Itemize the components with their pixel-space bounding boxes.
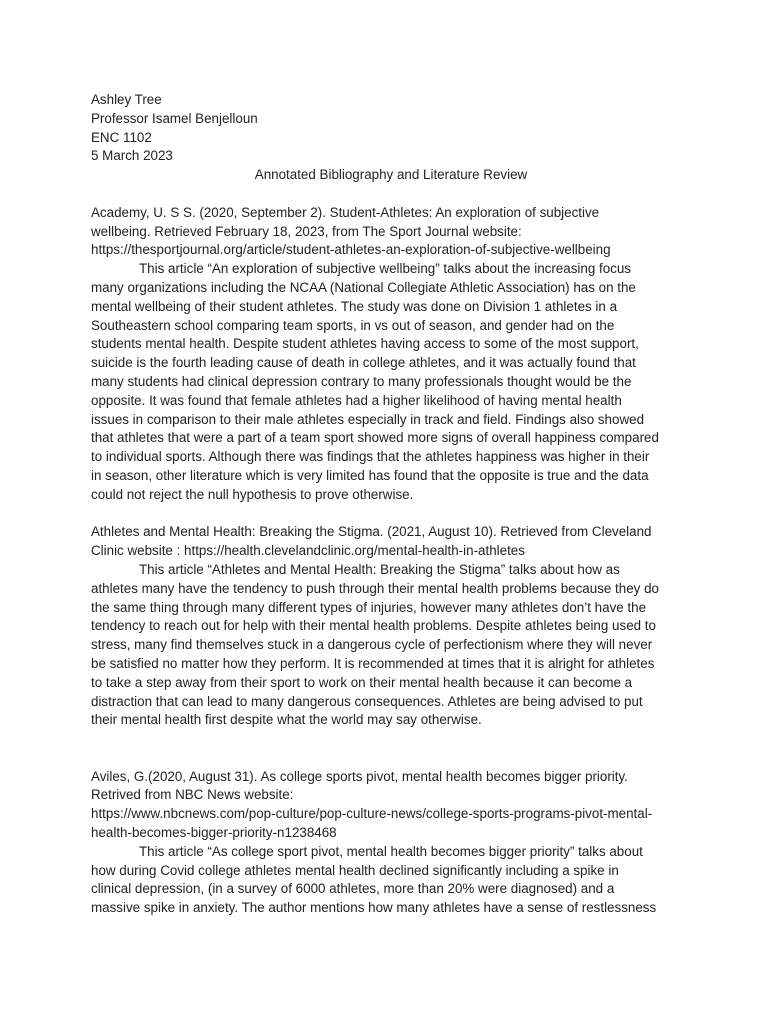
- annotation-line: massive spike in anxiety. The author mentions how many athletes have a sense of restlessness: [91, 900, 657, 916]
- annotation-line: students mental health. Despite student athletes having access to some of the most support,: [91, 336, 639, 352]
- citation-line: Academy, U. S S. (2020, September 2). Student-Athletes: An exploration of subjective: [91, 204, 600, 220]
- annotation-line: how during Covid college athletes mental health declined significantly including a spike in: [91, 862, 619, 878]
- annotation-line: This article “As college sport pivot, mental health becomes bigger priority” talks about: [139, 843, 643, 859]
- annotation-line: in season, other literature which is very limited has found that the opposite is true and the data: [91, 467, 649, 483]
- annotation-line: their mental health first despite what the world may say otherwise.: [91, 712, 482, 728]
- annotation-line: to take a step away from their sport to work on their mental health because it can become a: [91, 674, 633, 690]
- author-name: Ashley Tree: [91, 92, 162, 107]
- document-date: 5 March 2023: [91, 148, 173, 164]
- annotation-line: the same thing through many different types of injuries, however many athletes don’t have the: [91, 599, 647, 615]
- annotation-line: distraction that can lead to many dangerous consequences. Athletes are being advised to put: [91, 693, 643, 709]
- annotation-line: This article “An exploration of subjective wellbeing” talks about the increasing focus: [139, 261, 631, 277]
- citation-line: Athletes and Mental Health: Breaking the Stigma. (2021, August 10). Retrieved from Cleveland: [91, 524, 652, 540]
- annotation-line: mental wellbeing of their student athletes. The study was done on Division 1 athletes in a: [91, 298, 618, 314]
- annotation-line: many students had clinical depression contrary to many professionals thought would be the: [91, 373, 632, 389]
- bibliography-entry: [91, 523, 691, 730]
- annotation-line: Southeastern school comparing team sports, in vs out of season, and gender had on the: [91, 317, 615, 333]
- document-title: Annotated Bibliography and Literature Review: [254, 167, 528, 183]
- bibliography-entry: [91, 204, 691, 505]
- citation-url: health-becomes-bigger-priority-n1238468: [91, 825, 337, 841]
- course-code: ENC 1102: [91, 129, 152, 145]
- annotation-line: clinical depression, (in a survey of 6000 athletes, more than 20% were diagnosed) and a: [91, 881, 615, 897]
- bibliography-entry: [91, 768, 691, 918]
- annotation-line: be satisfied no matter how they perform. It is recommended at times that it is alright for athletes: [91, 655, 655, 671]
- spacer: [91, 730, 691, 768]
- annotation-line: athletes many have the tendency to push through their mental health problems because they do: [91, 580, 659, 596]
- professor-name: Professor Isamel Benjelloun: [91, 110, 258, 126]
- annotation-line: tendency to reach out for help with their mental health problems. Despite athletes being used to: [91, 618, 656, 634]
- annotation-line: could not reject the null hypothesis to prove otherwise.: [91, 486, 414, 502]
- document-page: [91, 91, 691, 918]
- annotation-line: This article “Athletes and Mental Health: Breaking the Stigma” talks about how as: [139, 561, 620, 577]
- spacer: [91, 185, 691, 204]
- annotation-line: to individual sports. Although there was findings that the athletes happiness was higher in their: [91, 449, 650, 465]
- citation-line: wellbeing. Retrieved February 18, 2023, from The Sport Journal website:: [91, 223, 522, 239]
- annotation-line: issues in comparison to their male athletes especially in track and field. Findings also showed: [91, 411, 645, 427]
- citation-line: Clinic website : https://health.clevelandclinic.org/mental-health-in-athletes: [91, 543, 525, 559]
- citation-line: Retrived from NBC News website:: [91, 787, 294, 803]
- citation-url: https://www.nbcnews.com/pop-culture/pop-culture-news/college-sports-programs-pivot-mental-: [91, 806, 653, 822]
- annotation-line: opposite. It was found that female athletes had a higher likelihood of having mental health: [91, 392, 622, 408]
- annotation-line: that athletes that were a part of a team sport showed more signs of overall happiness compared: [91, 430, 659, 446]
- annotation-line: suicide is the fourth leading cause of death in college athletes, and it was actually found that: [91, 355, 636, 371]
- spacer: [91, 505, 691, 524]
- citation-line: Aviles, G.(2020, August 31). As college sports pivot, mental health becomes bigger priority.: [91, 768, 628, 784]
- citation-url: https://thesportjournal.org/article/student-athletes-an-exploration-of-subjective-wellbeing: [91, 242, 611, 258]
- annotation-line: many organizations including the NCAA (National Collegiate Athletic Association) has on the: [91, 279, 636, 295]
- annotation-line: stress, many find themselves stuck in a dangerous cycle of perfectionism where they will never: [91, 637, 653, 653]
